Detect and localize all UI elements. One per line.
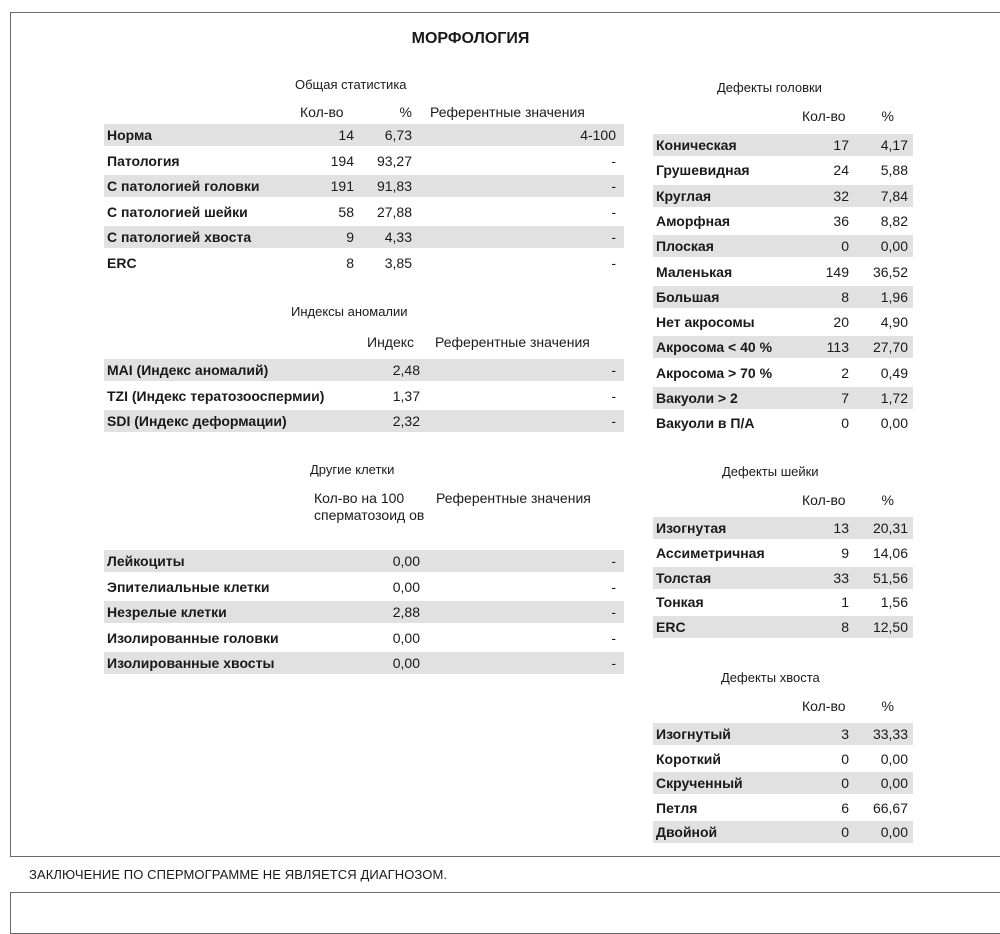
row-index-value: 1,37	[392, 387, 420, 404]
row-count: 194	[330, 152, 354, 169]
other-cells-header-ref: Референтные значения	[436, 490, 591, 506]
table-row	[653, 723, 913, 745]
page-title: МОРФОЛОГИЯ	[411, 30, 530, 47]
row-label: С патологией хвоста	[107, 229, 252, 245]
row-count: 0	[841, 415, 849, 432]
row-percent: 0,49	[880, 364, 908, 381]
row-label: Короткий	[656, 750, 721, 767]
table-row	[104, 627, 624, 649]
table-row	[104, 385, 624, 407]
row-percent: 0,00	[880, 824, 908, 841]
row-count: 0	[841, 824, 849, 841]
row-count: 8	[346, 254, 354, 271]
row-reference: -	[611, 362, 616, 378]
neck-defects-header-pct: %	[881, 492, 894, 508]
row-value: 0,00	[392, 629, 420, 646]
row-label: TZI (Индекс тератозооспермии)	[107, 387, 325, 404]
row-label: Грушевидная	[656, 162, 750, 179]
row-count: 6	[841, 799, 849, 816]
general-header-pct: %	[399, 104, 412, 120]
row-label: Маленькая	[656, 263, 733, 280]
row-count: 17	[833, 137, 849, 153]
row-label: Нет акросомы	[656, 314, 755, 331]
row-reference: -	[611, 629, 616, 646]
row-reference: -	[611, 604, 616, 620]
table-row	[104, 175, 624, 197]
row-percent: 93,27	[376, 152, 412, 169]
row-count: 13	[833, 520, 849, 536]
row-label: Вакуоли > 2	[656, 390, 738, 406]
row-count: 33	[833, 569, 849, 586]
row-label: Коническая	[656, 137, 737, 153]
table-row	[653, 412, 913, 434]
row-label: Акросома < 40 %	[656, 339, 773, 356]
table-row	[653, 159, 913, 181]
row-reference: -	[611, 229, 616, 245]
row-reference: -	[611, 254, 616, 271]
row-percent: 7,84	[880, 187, 908, 204]
table-row	[104, 201, 624, 223]
row-label: ERC	[107, 254, 137, 271]
row-count: 58	[338, 203, 354, 220]
row-percent: 5,88	[880, 162, 908, 179]
tail-defects-header-pct: %	[881, 698, 894, 714]
row-percent: 20,31	[872, 520, 908, 536]
row-count: 24	[833, 162, 849, 179]
row-percent: 27,88	[376, 203, 412, 220]
general-stats-title: Общая статистика	[295, 77, 407, 92]
row-label: Вакуоли в П/А	[656, 415, 755, 432]
table-row	[104, 550, 624, 572]
row-count: 20	[833, 314, 849, 331]
row-label: Ассиметричная	[656, 544, 765, 561]
row-label: SDI (Индекс деформации)	[107, 413, 287, 429]
row-reference: -	[611, 413, 616, 429]
row-count: 1	[841, 594, 849, 611]
table-row	[653, 821, 913, 843]
neck-defects-title: Дефекты шейки	[722, 464, 819, 479]
table-row	[653, 748, 913, 770]
row-percent: 0,00	[880, 750, 908, 767]
row-index-value: 2,48	[392, 362, 420, 378]
row-percent: 51,56	[872, 569, 908, 586]
indices-header-index: Индекс	[367, 334, 415, 350]
row-count: 0	[841, 775, 849, 792]
row-percent: 4,33	[384, 229, 412, 245]
row-label: Плоская	[656, 238, 714, 255]
other-cells-header-count: Кол-во на 100 сперматозоид ов	[314, 490, 425, 523]
row-count: 149	[825, 263, 849, 280]
row-label: Изолированные головки	[107, 629, 279, 646]
row-percent: 0,00	[880, 238, 908, 255]
table-row	[653, 311, 913, 333]
row-reference: -	[611, 387, 616, 404]
row-label: Лейкоциты	[107, 553, 185, 569]
row-count: 0	[841, 750, 849, 767]
table-row	[104, 124, 624, 146]
row-label: Толстая	[656, 569, 712, 586]
row-count: 191	[330, 178, 354, 194]
row-value: 0,00	[392, 553, 420, 569]
table-row	[653, 772, 913, 794]
row-label: Изогнутый	[656, 726, 731, 742]
table-row	[104, 410, 624, 432]
disclaimer-text: ЗАКЛЮЧЕНИЕ ПО СПЕРМОГРАММЕ НЕ ЯВЛЯЕТСЯ ДИАГНОЗОМ.	[29, 867, 448, 882]
head-defects-title: Дефекты головки	[717, 80, 822, 95]
table-row	[653, 797, 913, 819]
row-label: ERC	[656, 619, 686, 636]
table-row	[104, 652, 624, 674]
row-value: 0,00	[392, 578, 420, 595]
row-reference: 4-100	[580, 127, 616, 143]
row-label: Эпителиальные клетки	[107, 578, 270, 595]
row-count: 8	[841, 619, 849, 636]
row-percent: 12,50	[872, 619, 908, 636]
row-reference: -	[611, 203, 616, 220]
row-reference: -	[611, 152, 616, 169]
head-defects-header-count: Кол-во	[802, 108, 846, 124]
table-row	[653, 362, 913, 384]
row-count: 7	[841, 390, 849, 406]
row-percent: 1,72	[880, 390, 908, 406]
row-label: Петля	[656, 799, 698, 816]
table-row	[653, 542, 913, 564]
row-percent: 14,06	[872, 544, 908, 561]
row-value: 2,88	[392, 604, 420, 620]
table-row	[104, 226, 624, 248]
row-reference: -	[611, 553, 616, 569]
neck-defects-header-count: Кол-во	[802, 492, 846, 508]
row-count: 9	[841, 544, 849, 561]
row-index-value: 2,32	[392, 413, 420, 429]
row-count: 32	[833, 187, 849, 204]
row-percent: 27,70	[872, 339, 908, 356]
row-percent: 1,56	[880, 594, 908, 611]
tail-defects-title: Дефекты хвоста	[721, 670, 820, 685]
row-label: Патология	[107, 152, 180, 169]
row-label: Изогнутая	[656, 520, 727, 536]
row-label: С патологией шейки	[107, 203, 248, 220]
table-row	[104, 150, 624, 172]
table-row	[104, 252, 624, 274]
row-label: Незрелые клетки	[107, 604, 227, 620]
other-cells-title: Другие клетки	[310, 462, 395, 477]
row-label: Круглая	[656, 187, 712, 204]
table-row	[104, 359, 624, 381]
row-count: 3	[841, 726, 849, 742]
general-header-ref: Референтные значения	[430, 104, 585, 120]
table-row	[653, 235, 913, 257]
row-percent: 36,52	[872, 263, 908, 280]
table-row	[653, 261, 913, 283]
row-percent: 33,33	[872, 726, 908, 742]
indices-title: Индексы аномалии	[291, 304, 408, 319]
tail-defects-header-count: Кол-во	[802, 698, 846, 714]
row-label: Изолированные хвосты	[107, 655, 275, 671]
row-percent: 8,82	[880, 212, 908, 229]
row-label: Норма	[107, 127, 152, 143]
table-row	[653, 567, 913, 589]
row-percent: 0,00	[880, 775, 908, 792]
row-value: 0,00	[392, 655, 420, 671]
row-count: 113	[826, 339, 849, 356]
row-percent: 6,73	[384, 127, 412, 143]
row-count: 14	[338, 127, 354, 143]
general-header-count: Кол-во	[300, 104, 344, 120]
table-row	[104, 601, 624, 623]
table-row	[653, 185, 913, 207]
table-row	[653, 210, 913, 232]
row-percent: 91,83	[376, 178, 412, 194]
indices-header-ref: Референтные значения	[435, 334, 590, 350]
row-count: 36	[833, 212, 849, 229]
row-reference: -	[611, 178, 616, 194]
row-label: MAI (Индекс аномалий)	[107, 362, 269, 378]
row-percent: 4,17	[880, 137, 908, 153]
row-count: 2	[841, 364, 849, 381]
row-label: С патологией головки	[107, 178, 260, 194]
row-percent: 4,90	[880, 314, 908, 331]
table-row	[653, 336, 913, 358]
row-count: 8	[841, 288, 849, 305]
table-row	[653, 517, 913, 539]
row-label: Двойной	[656, 824, 718, 841]
table-row	[653, 286, 913, 308]
row-label: Аморфная	[656, 212, 731, 229]
row-label: Скрученный	[656, 775, 743, 792]
row-percent: 1,96	[880, 288, 908, 305]
row-count: 0	[841, 238, 849, 255]
row-label: Большая	[656, 288, 720, 305]
table-row	[653, 616, 913, 638]
row-percent: 3,85	[384, 254, 412, 271]
row-percent: 0,00	[880, 415, 908, 432]
table-row	[653, 134, 913, 156]
row-reference: -	[611, 655, 616, 671]
row-label: Тонкая	[656, 594, 704, 611]
row-label: Акросома > 70 %	[656, 364, 773, 381]
row-percent: 66,67	[872, 799, 908, 816]
table-row	[653, 591, 913, 613]
row-reference: -	[611, 578, 616, 595]
table-row	[653, 387, 913, 409]
conclusion-box	[10, 892, 1000, 934]
table-row	[104, 576, 624, 598]
row-count: 9	[346, 229, 354, 245]
head-defects-header-pct: %	[881, 108, 894, 124]
